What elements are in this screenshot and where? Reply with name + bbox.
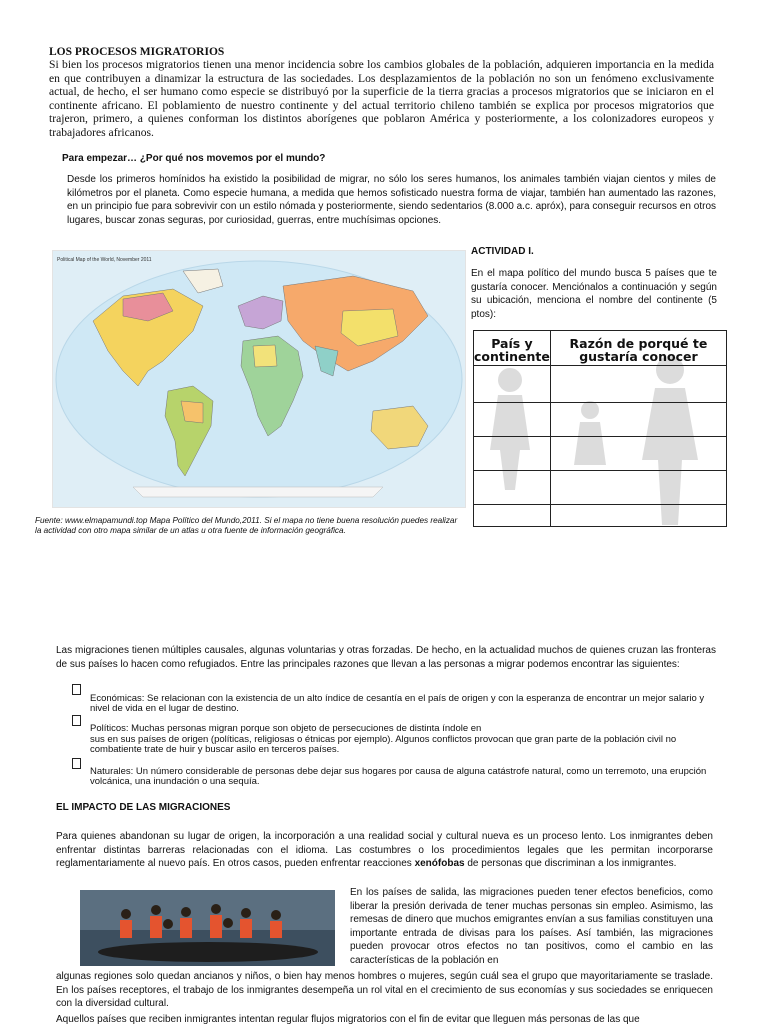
impact-paragraph-3: Aquellos países que reciben inmigrantes intentan regular flujos migratorios con el fin de evitar que lleguen más personas de las que [56, 1014, 640, 1025]
table-cell[interactable] [474, 471, 551, 505]
section-heading-why-move: Para empezar… ¿Por qué nos movemos por el mundo? [62, 153, 326, 164]
map-caption: Fuente: www.elmapamundi.top Mapa Político del Mundo,2011. Si el mapa no tiene buena resolución puedes realizar la actividad con otro mapa similar de un atlas u otra fuente de información geográfica. [35, 516, 458, 535]
table-row [474, 471, 727, 505]
migrants-boat-photo [80, 890, 335, 966]
table-cell[interactable] [550, 437, 726, 471]
table-cell[interactable] [550, 505, 726, 527]
boat-image-graphic [80, 890, 335, 966]
bullet-box-icon [72, 715, 81, 726]
table-cell[interactable] [474, 437, 551, 471]
impact-heading: EL IMPACTO DE LAS MIGRACIONES [56, 802, 231, 813]
causes-intro: Las migraciones tienen múltiples causales, algunas voluntarias y otras forzadas. De hecho, en la actualidad muchos de quienes cruzan las fronteras de sus países lo hacen como refugiados. Entre las principales razones que llevan a las personas a migrar podemos encontrar las siguientes: [56, 645, 716, 670]
cause-political-line1: Políticos: Muchas personas migran porque son objeto de persecuciones de distinta índole en [90, 723, 482, 734]
table-cell[interactable] [550, 366, 726, 403]
impact-paragraph-2-right: En los países de salida, las migraciones pueden tener efectos beneficios, como liberar la presión derivada de tener muchas personas sin empleo. Asimismo, las remesas de dinero que muchos emigrantes envían a sus familias constituyen una importante entrada de divisas para los países. Así también, las migraciones pueden provocar otros efectos no tan positivos, como el cambio en las características de la población en [350, 887, 713, 966]
cause-natural: Naturales: Un número considerable de personas debe dejar sus hogares por causa de alguna catástrofe natural, como un terremoto, una erupción volcánica, una inundación o una sequía. [90, 766, 707, 787]
activity-instructions: En el mapa político del mundo busca 5 países que te gustaría conocer. Menciónalos a continuación y según su ubicación, menciona el nombre del continente (5 ptos): [471, 268, 717, 320]
table-cell[interactable] [474, 505, 551, 527]
table-header-reason: Razón de porqué te gustaría conocer [550, 331, 726, 366]
page-title: LOS PROCESOS MIGRATORIOS [49, 46, 225, 58]
intro-paragraph: Si bien los procesos migratorios tienen una menor incidencia sobre los cambios globales de la población, adquieren importancia en la medida en que contribuyen a dinamizar la estructura de las sociedades. Los desplazamientos de la población no son un fenómeno exclusivamente actual, de hecho, el ser humano como especie se distribuyó por la superficie de la tierra gracias a procesos migratorios que se iniciaron en el continente africano. El poblamiento de nuestro continente y del actual territorio chileno también se explica por procesos migratorios que trajeron, primero, a quienes conforman los distintos aborígenes que poblaron América y posteriormente, a los colonizadores europeos y trabajadores africanos. [49, 58, 714, 139]
table-cell[interactable] [550, 403, 726, 437]
bullet-box-icon [72, 758, 81, 769]
world-map-graphic [53, 251, 465, 507]
world-political-map [52, 250, 466, 508]
map-label: Political Map of the World, November 2011 [57, 257, 152, 263]
activity-heading: ACTIVIDAD I. [471, 246, 534, 257]
xenofobas-term: xenófobas [414, 858, 465, 869]
table-row [474, 437, 727, 471]
impact-paragraph-2-full: algunas regiones solo quedan ancianos y niños, o bien hay menos hombres o mujeres, según cuál sea el grupo que mayoritariamente se traslade. En los países receptores, el trabajo de los inmigrantes desempeña un rol vital en el crecimiento de sus economías y sus sociedades se enriquecen con la diversidad cultural. [56, 971, 713, 1009]
table-row [474, 366, 727, 403]
table-header-country: País y continente [474, 331, 551, 366]
bullet-box-icon [72, 684, 81, 695]
table-row [474, 505, 727, 527]
table-cell[interactable] [474, 403, 551, 437]
table-cell[interactable] [474, 366, 551, 403]
section-paragraph-why-move: Desde los primeros homínidos ha existido la posibilidad de migrar, no sólo los seres humanos, los animales también viajan cientos y miles de kilómetros por el planeta. Como especie humana, a medida que hemos sofisticado nuestra forma de viajar, también han aumentado las razones, en un principio fue para sobrevivir con un estilo nómada y posteriormente, siendo sedentarios (8.000 a.c. apróx), para conseguir recursos en otros lugares, buscar zonas seguras, por curiosidad, guerras, entre muchísimas opciones. [67, 174, 716, 226]
table-cell[interactable] [550, 471, 726, 505]
activity-table [473, 330, 727, 527]
cause-political-line2: sus en sus países de origen (políticas, religiosas o étnicas por ejemplo). Algunos conflictos provocan que gran parte de la población civil no combatiente trate de huir y buscar asilo en terceros países. [90, 734, 677, 755]
table-row [474, 403, 727, 437]
cause-economic: Económicas: Se relacionan con la existencia de un alto índice de cesantía en el país de origen y con la esperanza de encontrar un mejor salario y nivel de vida en el lugar de destino. [90, 693, 705, 714]
impact-paragraph-1: Para quienes abandonan su lugar de origen, la incorporación a una realidad social y cultural nueva es un proceso lento. Los inmigrantes deben enfrentar distintas barreras relacionadas con el idioma. Las costumbres o los procedimientos legales que les permitan incorporarse reglamentariamente al nuevo país. En otros casos, pueden enfrentar reacciones xenófobas de personas que discriminan a los inmigrantes. [56, 831, 713, 869]
